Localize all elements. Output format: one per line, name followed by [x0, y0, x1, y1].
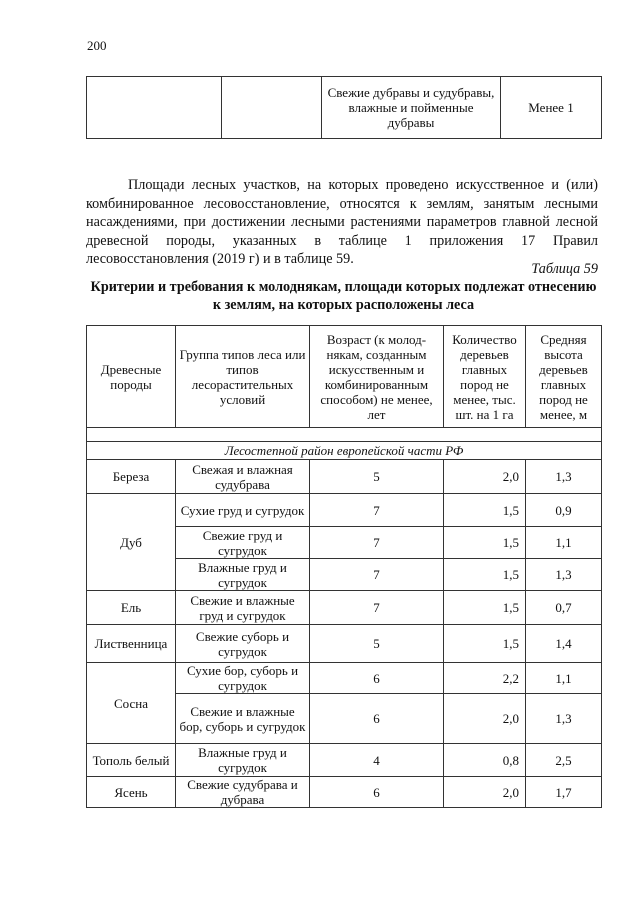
age-cell: 7 [310, 591, 444, 625]
height-cell: 1,3 [526, 460, 602, 494]
age-cell: 6 [310, 777, 444, 808]
header-age: Возраст (к молод-някам, созданным искусственным и комбинированным способом) не менее, лет [310, 326, 444, 428]
table-row [87, 591, 602, 625]
count-cell: 2,0 [444, 460, 526, 494]
region-label: Лесостепной район европейской части РФ [87, 442, 602, 460]
count-cell: 1,5 [444, 527, 526, 559]
table-cell [222, 77, 322, 139]
height-cell: 1,4 [526, 625, 602, 663]
count-cell: 1,5 [444, 494, 526, 527]
table-row [87, 625, 602, 663]
age-cell: 6 [310, 694, 444, 744]
count-cell: 2,0 [444, 694, 526, 744]
height-cell: 0,9 [526, 494, 602, 527]
age-cell: 5 [310, 460, 444, 494]
group-cell: Свежая и влажная судубрава [176, 460, 310, 494]
height-cell: 1,1 [526, 663, 602, 694]
table-cell: Менее 1 [501, 77, 602, 139]
height-cell: 2,5 [526, 744, 602, 777]
page-number: 200 [87, 38, 107, 53]
table-row [87, 777, 602, 808]
body-paragraph: Площади лесных участков, на которых проведено искусственное и (или) комбинированное лесовосстановление, относятся к землям, занятым лесными насаждениями, при достижении лесными растениями параметров главной лесной древесной породы, указанных в таблице 1 приложения 17 Правил лесовосстановления (2019 г) и в таблице 59. [86, 177, 598, 267]
group-cell: Сухие груд и сугрудок [176, 494, 310, 527]
species-name: Ясень [87, 777, 176, 808]
header-group: Группа типов леса или типов лесорастительных условий [176, 326, 310, 428]
group-cell: Свежие суборь и сугрудок [176, 625, 310, 663]
criteria-table [86, 325, 602, 808]
species-name: Тополь белый [87, 744, 176, 777]
group-cell: Свежие судубрава и дубрава [176, 777, 310, 808]
count-cell: 2,2 [444, 663, 526, 694]
group-cell: Влажные груд и сугрудок [176, 559, 310, 591]
age-cell: 6 [310, 663, 444, 694]
continued-table [86, 76, 602, 139]
header-count: Количество деревьев главных пород не менее, тыс. шт. на 1 га [444, 326, 526, 428]
table-title: Критерии и требования к молоднякам, площади которых подлежат отнесению к землям, на которых расположены леса [90, 279, 597, 313]
species-name: Сосна [87, 663, 176, 744]
height-cell: 1,3 [526, 559, 602, 591]
age-cell: 7 [310, 527, 444, 559]
spacer-row [87, 428, 602, 442]
height-cell: 1,1 [526, 527, 602, 559]
height-cell: 1,7 [526, 777, 602, 808]
table-cell: Свежие дубравы и судубравы, влажные и пойменные дубравы [322, 77, 501, 139]
region-row [87, 442, 602, 460]
group-cell: Влажные груд и сугрудок [176, 744, 310, 777]
height-cell: 0,7 [526, 591, 602, 625]
age-cell: 4 [310, 744, 444, 777]
age-cell: 5 [310, 625, 444, 663]
table-row [87, 460, 602, 494]
count-cell: 1,5 [444, 591, 526, 625]
species-name: Лиственница [87, 625, 176, 663]
count-cell: 1,5 [444, 625, 526, 663]
species-name: Дуб [87, 494, 176, 591]
table-caption: Таблица 59 [531, 261, 598, 277]
count-cell: 1,5 [444, 559, 526, 591]
table-cell [87, 77, 222, 139]
group-cell: Сухие бор, суборь и сугрудок [176, 663, 310, 694]
spacer-cell [87, 428, 602, 442]
header-row [87, 326, 602, 428]
table-row [87, 494, 602, 527]
group-cell: Свежие и влажные бор, суборь и сугрудок [176, 694, 310, 744]
species-name: Береза [87, 460, 176, 494]
group-cell: Свежие и влажные груд и сугрудок [176, 591, 310, 625]
header-species: Древесные породы [87, 326, 176, 428]
count-cell: 2,0 [444, 777, 526, 808]
age-cell: 7 [310, 494, 444, 527]
table-row [87, 663, 602, 694]
header-height: Средняя высота деревьев главных пород не менее, м [526, 326, 602, 428]
age-cell: 7 [310, 559, 444, 591]
species-name: Ель [87, 591, 176, 625]
table-row [87, 744, 602, 777]
height-cell: 1,3 [526, 694, 602, 744]
count-cell: 0,8 [444, 744, 526, 777]
group-cell: Свежие груд и сугрудок [176, 527, 310, 559]
